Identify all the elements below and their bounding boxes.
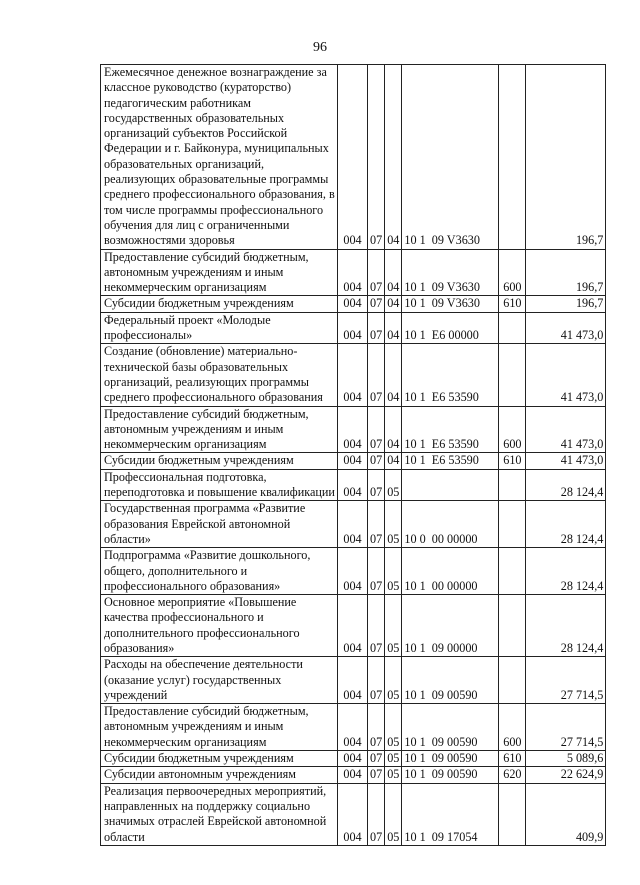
table-row [101,501,606,548]
section-code-cell: 07 [368,344,385,406]
ministry-code-cell: 004 [338,501,368,548]
subsection-code-cell: 05 [385,595,402,657]
target-article-code-cell: 10 1 09 00000 [402,595,499,657]
target-article-code-cell: 10 1 09 00590 [402,704,499,751]
expense-type-code-cell [499,501,526,548]
table-row [101,249,606,296]
row-name-cell: Федеральный проект «Молодые профессионалы» [101,312,338,344]
row-name-cell: Субсидии бюджетным учреждениям [101,453,338,469]
ministry-code-cell: 004 [338,704,368,751]
ministry-code-cell: 004 [338,751,368,767]
subsection-code-cell: 05 [385,501,402,548]
expense-type-code-cell: 600 [499,704,526,751]
table-row [101,783,606,845]
expense-type-code-cell: 600 [499,249,526,296]
subsection-code-cell: 05 [385,704,402,751]
ministry-code-cell: 004 [338,296,368,312]
row-name-cell: Субсидии бюджетным учреждениям [101,296,338,312]
row-name-cell: Субсидии бюджетным учреждениям [101,751,338,767]
table-row [101,548,606,595]
amount-cell: 41 473,0 [526,312,606,344]
ministry-code-cell: 004 [338,548,368,595]
expense-type-code-cell [499,65,526,250]
expense-type-code-cell: 600 [499,406,526,453]
section-code-cell: 07 [368,783,385,845]
ministry-code-cell: 004 [338,469,368,501]
amount-cell: 196,7 [526,65,606,250]
target-article-code-cell: 10 1 09 00590 [402,751,499,767]
ministry-code-cell: 004 [338,249,368,296]
row-name-cell: Государственная программа «Развитие образования Еврейской автономной области» [101,501,338,548]
table-row [101,751,606,767]
expense-type-code-cell [499,344,526,406]
subsection-code-cell: 05 [385,657,402,704]
ministry-code-cell: 004 [338,65,368,250]
table-row [101,344,606,406]
expense-type-code-cell [499,657,526,704]
table-row [101,296,606,312]
row-name-cell: Профессиональная подготовка, переподготовка и повышение квалификации [101,469,338,501]
ministry-code-cell: 004 [338,312,368,344]
amount-cell: 27 714,5 [526,704,606,751]
ministry-code-cell: 004 [338,406,368,453]
table-row [101,657,606,704]
subsection-code-cell: 04 [385,406,402,453]
target-article-code-cell: 10 1 09 00590 [402,767,499,783]
amount-cell: 41 473,0 [526,453,606,469]
section-code-cell: 07 [368,312,385,344]
ministry-code-cell: 004 [338,783,368,845]
table-row [101,406,606,453]
amount-cell: 409,9 [526,783,606,845]
table-row [101,469,606,501]
expense-type-code-cell: 610 [499,296,526,312]
subsection-code-cell: 04 [385,312,402,344]
expense-type-code-cell [499,595,526,657]
target-article-code-cell [402,469,499,501]
section-code-cell: 07 [368,469,385,501]
expense-type-code-cell [499,469,526,501]
target-article-code-cell: 10 1 09 V3630 [402,65,499,250]
row-name-cell: Предоставление субсидий бюджетным, автономным учреждениям и иным некоммерческим организациям [101,704,338,751]
row-name-cell: Предоставление субсидий бюджетным, автономным учреждениям и иным некоммерческим организациям [101,249,338,296]
expense-type-code-cell: 610 [499,751,526,767]
table-row [101,595,606,657]
ministry-code-cell: 004 [338,767,368,783]
target-article-code-cell: 10 1 09 00590 [402,657,499,704]
row-name-cell: Основное мероприятие «Повышение качества профессионального и дополнительного профессионального образования» [101,595,338,657]
ministry-code-cell: 004 [338,344,368,406]
amount-cell: 27 714,5 [526,657,606,704]
amount-cell: 196,7 [526,249,606,296]
subsection-code-cell: 04 [385,65,402,250]
row-name-cell: Реализация первоочередных мероприятий, направленных на поддержку социально значимых отраслей Еврейской автономной области [101,783,338,845]
amount-cell: 28 124,4 [526,469,606,501]
amount-cell: 28 124,4 [526,595,606,657]
target-article-code-cell: 10 1 09 V3630 [402,249,499,296]
row-name-cell: Создание (обновление) материально-технической базы образовательных организаций, реализующих программы среднего профессионального образования [101,344,338,406]
target-article-code-cell: 10 1 E6 53590 [402,406,499,453]
budget-table [100,64,606,846]
amount-cell: 196,7 [526,296,606,312]
section-code-cell: 07 [368,249,385,296]
page-number: 96 [313,40,327,55]
subsection-code-cell: 04 [385,296,402,312]
expense-type-code-cell: 610 [499,453,526,469]
section-code-cell: 07 [368,704,385,751]
subsection-code-cell: 05 [385,469,402,501]
section-code-cell: 07 [368,296,385,312]
ministry-code-cell: 004 [338,453,368,469]
subsection-code-cell: 05 [385,783,402,845]
subsection-code-cell: 04 [385,453,402,469]
row-name-cell: Предоставление субсидий бюджетным, автономным учреждениям и иным некоммерческим организациям [101,406,338,453]
amount-cell: 22 624,9 [526,767,606,783]
amount-cell: 5 089,6 [526,751,606,767]
section-code-cell: 07 [368,751,385,767]
table-row [101,312,606,344]
amount-cell: 28 124,4 [526,548,606,595]
expense-type-code-cell [499,783,526,845]
row-name-cell: Расходы на обеспечение деятельности (оказание услуг) государственных учреждений [101,657,338,704]
ministry-code-cell: 004 [338,657,368,704]
target-article-code-cell: 10 1 00 00000 [402,548,499,595]
subsection-code-cell: 05 [385,751,402,767]
expense-type-code-cell: 620 [499,767,526,783]
section-code-cell: 07 [368,453,385,469]
section-code-cell: 07 [368,501,385,548]
target-article-code-cell: 10 1 E6 00000 [402,312,499,344]
expense-type-code-cell [499,548,526,595]
row-name-cell: Субсидии автономным учреждениям [101,767,338,783]
table-row [101,704,606,751]
expense-type-code-cell [499,312,526,344]
target-article-code-cell: 10 1 E6 53590 [402,344,499,406]
row-name-cell: Ежемесячное денежное вознаграждение за классное руководство (кураторство) педагогическим работникам государственных образовательных организаций субъектов Российской Федерации и г. Байконура, муниципальных образовательных организаций, реализующих образовательные программы среднего профессионального образования, в том числе программы профессионального обучения для лиц с ограниченными возможностями здоровья [101,65,338,250]
budget-table-body [101,65,606,846]
subsection-code-cell: 04 [385,249,402,296]
section-code-cell: 07 [368,548,385,595]
table-row [101,767,606,783]
section-code-cell: 07 [368,406,385,453]
amount-cell: 41 473,0 [526,406,606,453]
section-code-cell: 07 [368,65,385,250]
target-article-code-cell: 10 1 09 17054 [402,783,499,845]
table-row [101,65,606,250]
row-name-cell: Подпрограмма «Развитие дошкольного, общего, дополнительного и профессионального образования» [101,548,338,595]
subsection-code-cell: 05 [385,548,402,595]
target-article-code-cell: 10 0 00 00000 [402,501,499,548]
amount-cell: 41 473,0 [526,344,606,406]
section-code-cell: 07 [368,767,385,783]
target-article-code-cell: 10 1 09 V3630 [402,296,499,312]
amount-cell: 28 124,4 [526,501,606,548]
subsection-code-cell: 04 [385,344,402,406]
ministry-code-cell: 004 [338,595,368,657]
table-row [101,453,606,469]
target-article-code-cell: 10 1 E6 53590 [402,453,499,469]
section-code-cell: 07 [368,657,385,704]
section-code-cell: 07 [368,595,385,657]
subsection-code-cell: 05 [385,767,402,783]
